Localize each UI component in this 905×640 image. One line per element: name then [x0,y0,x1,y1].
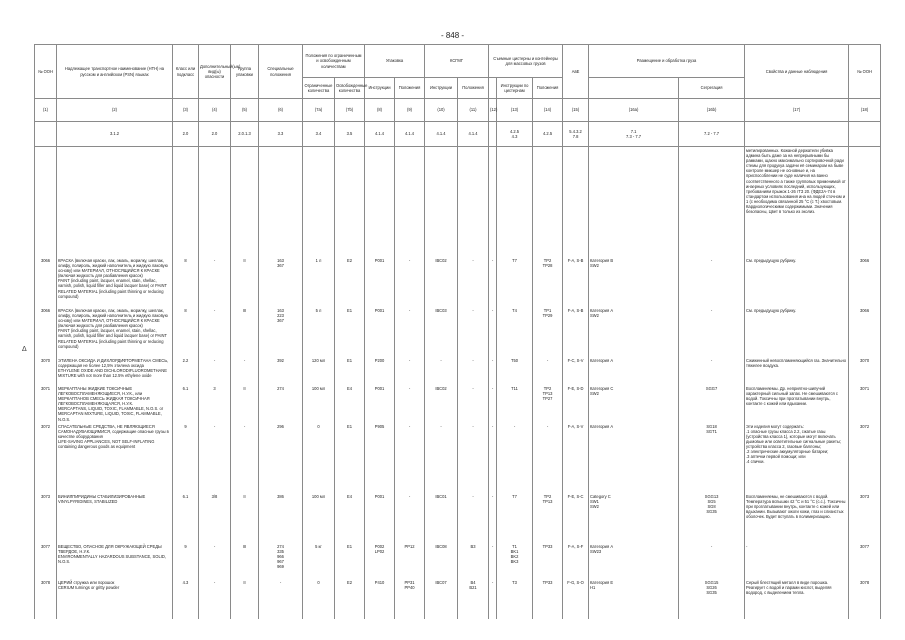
segregation: - [679,357,745,385]
dangerous-goods-list-table [34,44,881,619]
reference-cell: 4.1.4 [395,122,425,147]
header-tank-provisions: Положения [533,78,563,99]
ibc-instruction: IBC02 [425,385,458,423]
column-number: (6) [259,99,303,122]
empty-cell [458,147,489,258]
stowage: Category C SW1 SW2 [589,493,679,543]
blank-cell: - [489,357,497,385]
limited-quantity: 0 [303,423,335,493]
tank-instruction: T50 [497,357,533,385]
column-number: (9) [395,99,425,122]
stowage: Категория C SW2 [589,385,679,423]
segregation: - [679,307,745,357]
shipping-name: ЭТИЛЕНА ОКСИДА И ДИХЛОРДИФТОРМЕТАНА СМЕСЬ, содержащая не более 12,5% этилена оксида ETHYLENE OXIDE AND DICHLORODIFLUOROMETHANE MIXTURE with not more than 12.5% ethylene oxide [57,357,173,385]
special-provisions: 392 [259,357,303,385]
ibc-provision: - [458,357,489,385]
empty-cell [425,147,458,258]
reference-cell: 4.1.4 [458,122,489,147]
packing-provision: - [395,257,425,307]
header-special-provisions: Специальные положения [259,45,303,99]
subsidiary-hazard: - [199,579,231,619]
packing-provision: - [395,307,425,357]
empty-cell [563,147,589,258]
packing-instruction: P200 [365,357,395,385]
table-row [35,307,881,357]
excepted-quantity: E4 [335,493,365,543]
un-number-end: 3078 [849,579,881,619]
reference-cell [745,122,849,147]
subsidiary-hazard: - [199,423,231,493]
reference-cell: 5.4.3.2 7.8 [563,122,589,147]
class: 6.1 [173,493,199,543]
packing-provision: PP12 [395,543,425,579]
special-provisions: 296 [259,423,303,493]
table-row [35,423,881,493]
un-number-end: 3071 [849,385,881,423]
class: 4.3 [173,579,199,619]
tank-provision: TP2 TP28 [533,257,563,307]
packing-group: II [231,385,259,423]
excepted-quantity: E4 [335,385,365,423]
excepted-quantity: E2 [335,579,365,619]
excepted-quantity: E1 [335,423,365,493]
special-provisions: 163 223 367 [259,307,303,357]
column-number: (8) [365,99,395,122]
excepted-quantity: E1 [335,307,365,357]
class: 8 [173,307,199,357]
un-number-end: 3072 [849,423,881,493]
blank-cell: - [489,307,497,357]
packing-group: III [231,307,259,357]
empty-cell [173,147,199,258]
empty-cell [259,147,303,258]
properties: Сжиженный невоспламеняющийся газ. Значительно тяжелее воздуха. [745,357,849,385]
packing-provision: - [395,385,425,423]
packing-group: - [231,423,259,493]
empty-cell [231,147,259,258]
table-row [35,385,881,423]
tank-instruction: T4 [497,307,533,357]
reference-cell: 7.1 7.3 - 7.7 [589,122,679,147]
empty-cell [199,147,231,258]
header-tanks: Съемные цистерны и контейнеры для массовых грузов [489,45,563,78]
tank-instruction: T7 [497,493,533,543]
table-row [35,543,881,579]
packing-instruction: P001 [365,385,395,423]
packing-group: II [231,579,259,619]
un-number-end: 3066 [849,257,881,307]
reference-cell: 4.2.5 [533,122,563,147]
blank-cell: - [489,579,497,619]
column-number: (11) [458,99,489,122]
reference-cell [489,122,497,147]
packing-instruction: P410 [365,579,395,619]
subsidiary-hazard: - [199,257,231,307]
ibc-instruction: IBC02 [425,257,458,307]
shipping-name: КРАСКА (включая краски, лак, эмаль, морилку, шеллак, олифу, полироль, жидкий наполнитель и жидкую лаковую основу) или МАТЕРИАЛ, ОТНОСЯЩИЙСЯ К КРАСКЕ (включая жидкость для разбавления красок) PAINT (including paint, lacquer, enamel, stain, shellac, varnish, polish, liquid filler and liquid lacquer base) or PAINT RELATED MATERIAL (including paint thinning or reducing compound) [57,307,173,357]
packing-instruction: P002 LP02 [365,543,395,579]
shipping-name: ЦЕРИЙ стружка или порошок CERIUM turnings or gritty powder [57,579,173,619]
segregation: - [679,257,745,307]
segregation: SGG13 SG5 SG8 SG35 [679,493,745,543]
references-row [35,122,881,147]
column-number: (15) [563,99,589,122]
tank-instruction: - [497,423,533,493]
ems-code: F-A, S-B [563,307,589,357]
packing-group: III [231,543,259,579]
segregation: SGG15 SG26 SG35 [679,579,745,619]
ibc-provision: - [458,385,489,423]
ems-code: F-A, S-B [563,257,589,307]
un-number-end: 3073 [849,493,881,543]
special-provisions: 163 367 [259,257,303,307]
un-number: 3073 [35,493,57,543]
special-provisions: 274 [259,385,303,423]
tank-provision: - [533,357,563,385]
packing-instruction: P905 [365,423,395,493]
packing-group: - [231,357,259,385]
shipping-name: ВИНИЛПИРИДИНЫ СТАБИЛИЗИРОВАННЫЕ VINYLPYRIDINES, STABILIZED [57,493,173,543]
tank-instruction: T3 [497,579,533,619]
shipping-name: МЕРКАПТАНЫ ЖИДКИЕ ТОКСИЧНЫЕ ЛЕГКОВОСПЛАМЕНЯЮЩИЕСЯ, Н.У.К., или МЕРКАПТАНОВ СМЕСЬ ЖИДКАЯ ТОКСИЧНАЯ ЛЕГКОВОСПЛАМЕНЯЮЩАЯСЯ, Н.У.К. MERCAPTANS, LIQUID, TOXIC, FLAMMABLE, N.O.S. or MERCAPTAN MIXTURE, LIQUID, TOXIC, FLAMMABLE, N.O.S. [57,385,173,423]
shipping-name: ВЕЩЕСТВО, ОПАСНОЕ ДЛЯ ОКРУЖАЮЩЕЙ СРЕДЫ ТВЕРДОЕ, Н.У.К. ENVIRONMENTALLY HAZARDOUS SUBSTANCE, SOLID, N.O.S. [57,543,173,579]
subsidiary-hazard: - [199,357,231,385]
reference-cell: 7.2 - 7.7 [679,122,745,147]
stowage: Категория A [589,357,679,385]
reference-cell: 4.2.5 4.3 [497,122,533,147]
properties: См. предыдущую рубрику. [745,307,849,357]
ibc-instruction: - [425,423,458,493]
tank-provision: TP2 TP13 TP27 [533,385,563,423]
ems-code: F-A, S-V [563,423,589,493]
ibc-instruction: IBC08 [425,543,458,579]
reference-cell: 4.1.4 [365,122,395,147]
tank-instruction: T11 [497,385,533,423]
reference-cell: 2.0.1.3 [231,122,259,147]
tank-provision: TP1 TP29 [533,307,563,357]
excepted-quantity: E2 [335,257,365,307]
ibc-instruction: IBC01 [425,493,458,543]
reference-cell: 4.1.4 [425,122,458,147]
header-segregation: Сегрегация [679,78,745,99]
properties: Серый блестящий металл в виде порошка. Реагирует с водой и парами кислот, выделяя водород, с выделением тепла. [745,579,849,619]
blank-cell: - [489,423,497,493]
header-un-no: № ООН [35,45,57,99]
column-number: (16b) [679,99,745,122]
header-stowage-sub [589,78,679,99]
limited-quantity: 1 л [303,257,335,307]
ems-code: F-G, S-O [563,579,589,619]
column-number: (7a) [303,99,335,122]
properties: - [745,543,849,579]
subsidiary-hazard: 3/8 [199,493,231,543]
column-number: (12) [489,99,497,122]
stowage: Категория A SW2 [589,307,679,357]
un-number: 3066 [35,307,57,357]
blank-cell: - [489,543,497,579]
tank-provision: TP33 [533,579,563,619]
properties: Воспламеняемы. Др. неприятно-шипучий характерный сильный запах. Не смешиваются с водой. Токсичны при проглатывании внутрь, контакте с кожей или вдыхании. [745,385,849,423]
continuation-row [35,147,881,258]
un-number-end: 3070 [849,357,881,385]
reference-cell [35,122,57,147]
un-number: 3066 [35,257,57,307]
properties: Эти изделия могут содержать: .1 опасные грузы класса 2.2, сжатые газы (устройства класса 1), которые могут включать дымовые или осветительные сигнальные ракеты; устройства класса 2, газовые баллоны; .2 электрические аккумуляторные батареи; .3 аптечки первой помощи; или .4 спички. [745,423,849,493]
header-blank [489,78,497,99]
column-number: (14) [533,99,563,122]
segregation: SGG7 [679,385,745,423]
tank-instruction: T7 [497,257,533,307]
empty-cell [303,147,335,258]
packing-provision: - [395,357,425,385]
empty-cell [57,147,173,258]
header-un-no-end: № ООН [849,45,881,99]
header-pack-provisions: Положения [395,78,425,99]
reference-cell: 2.0 [173,122,199,147]
header-ibc-provisions: Положения [458,78,489,99]
special-provisions: 274 335 966 967 969 [259,543,303,579]
limited-quantity: 100 мл [303,385,335,423]
reference-cell: 3.5 [335,122,365,147]
stowage: Категория E H1 [589,579,679,619]
empty-cell [589,147,679,258]
limited-quantity: 5 л [303,307,335,357]
limited-quantity: 100 мл [303,493,335,543]
revision-mark: Δ [22,346,27,353]
segregation: - [679,543,745,579]
stowage: Категория A SW23 [589,543,679,579]
excepted-quantity: E1 [335,357,365,385]
ibc-instruction: - [425,357,458,385]
column-number: (4) [199,99,231,122]
reference-cell: 3.3 [259,122,303,147]
tank-provision: TP33 [533,543,563,579]
ems-code: F-E, S-C [563,493,589,543]
subsidiary-hazard: 3 [199,385,231,423]
packing-provision: - [395,493,425,543]
column-number: (16a) [589,99,679,122]
ibc-provision: B4 B21 [458,579,489,619]
ems-code: F-C, S-V [563,357,589,385]
header-name: Надлежащее транспортное наименование (НТН) на русском и английском (PSN) языках [57,45,173,99]
table-row [35,579,881,619]
ibc-instruction: IBC07 [425,579,458,619]
un-number: 3077 [35,543,57,579]
column-number: (13) [497,99,533,122]
empty-cell [679,147,745,258]
header-ibc: КСГМГ [425,45,489,78]
column-number: (17) [745,99,849,122]
empty-cell [365,147,395,258]
empty-cell [533,147,563,258]
reference-cell [849,122,881,147]
un-number-end: 3077 [849,543,881,579]
column-number: (1) [35,99,57,122]
header-class: Класс или подкласс [173,45,199,99]
empty-cell [335,147,365,258]
un-number-end: 3066 [849,307,881,357]
column-number: (5) [231,99,259,122]
class: 2.2 [173,357,199,385]
packing-group: II [231,257,259,307]
un-number: 3078 [35,579,57,619]
column-number: (3) [173,99,199,122]
class: 6.1 [173,385,199,423]
ibc-provision: - [458,257,489,307]
header-packaging: Упаковка [365,45,425,78]
blank-cell: - [489,257,497,307]
properties: Воспламеняемы, не смешиваются с водой. Температура вспышки 42 °C и 51 °C (с.с.). Токсичны при проглатывании внутрь, контакте с кожей или вдыхании. Вызывают ожоги кожи, глаз и слизистых оболочек. Будет вступать в полимеризацию. [745,493,849,543]
header-limited: Ограниченные количества [303,78,335,99]
tank-instruction: T1 BK1 BK2 BK3 [497,543,533,579]
stowage: Категория A [589,423,679,493]
empty-cell [497,147,533,258]
column-number: (10) [425,99,458,122]
empty-cell [489,147,497,258]
table-row [35,257,881,307]
header-ems: АвЕ [563,45,589,99]
header-tank-instructions: Инструкции по цистернам [497,78,533,99]
properties: См. предыдущую рубрику. [745,257,849,307]
excepted-quantity: E1 [335,543,365,579]
header-stowage: Размещение и обработка груза [589,45,745,78]
table-body [35,99,881,619]
un-number: 3071 [35,385,57,423]
shipping-name: КРАСКА (включая краски, лак, эмаль, морилку, шеллак, олифу, полироль, жидкий наполнитель и жидкую лаковую основу) или МАТЕРИАЛ, ОТНОСЯЩИЙСЯ К КРАСКЕ (включая жидкость для разбавления красок) PAINT (including paint, lacquer, enamel, stain, shellac, varnish, polish, liquid filler and liquid lacquer base) or PAINT RELATED MATERIAL (including paint thinning or reducing compound) [57,257,173,307]
limited-quantity: 120 мл [303,357,335,385]
column-number: (2) [57,99,173,122]
column-number: (7b) [335,99,365,122]
header-pack-instructions: Инструкции [365,78,395,99]
ems-code: F-E, S-D [563,385,589,423]
blank-cell: - [489,385,497,423]
stowage: Категория B SW2 [589,257,679,307]
shipping-name: СПАСАТЕЛЬНЫЕ СРЕДСТВА, НЕ ЯВЛЯЮЩИЕСЯ САМОНАДУВАЮЩИМИСЯ, содержащие опасные грузы в качестве оборудования LIFE-SAVING APPLIANCES, NOT SELF-INFLATING containing dangerous goods as equipment [57,423,173,493]
header-excepted: Освобожденные количества [335,78,365,99]
subsidiary-hazard: - [199,307,231,357]
column-number: (18) [849,99,881,122]
header-ibc-instructions: Инструкции [425,78,458,99]
special-provisions: - [259,579,303,619]
header-packing-group: Группа упаковки [231,45,259,99]
ems-code: F-A, S-F [563,543,589,579]
class: 9 [173,543,199,579]
packing-provision: - [395,423,425,493]
header-limited-excepted: Положения по ограниченным и освобожденным количествам [303,45,365,78]
tank-provision: TP2 TP13 [533,493,563,543]
table-row [35,357,881,385]
limited-quantity: 5 кг [303,543,335,579]
column-numbers-row [35,99,881,122]
subsidiary-hazard: - [199,543,231,579]
packing-instruction: P001 [365,257,395,307]
special-provisions: 386 [259,493,303,543]
reference-cell: 3.1.2 [57,122,173,147]
header-properties: Свойства и данные наблюдения [745,45,849,99]
packing-provision: PP31 PP40 [395,579,425,619]
tank-provision: - [533,423,563,493]
un-number: 3070 [35,357,57,385]
class: 9 [173,423,199,493]
empty-cell [849,147,881,258]
reference-cell: 2.0 [199,122,231,147]
reference-cell: 3.4 [303,122,335,147]
blank-cell: - [489,493,497,543]
packing-instruction: P001 [365,307,395,357]
limited-quantity: 0 [303,579,335,619]
ibc-instruction: IBC03 [425,307,458,357]
class: 8 [173,257,199,307]
page-number: - 848 - [440,31,465,40]
ibc-provision: - [458,307,489,357]
segregation: SG18 SGT1 [679,423,745,493]
un-number: 3072 [35,423,57,493]
packing-group: II [231,493,259,543]
packing-instruction: P001 [365,493,395,543]
empty-cell [395,147,425,258]
header-subsidiary-hazard: Дополнительный(ые) вид(ы) опасности [199,45,231,99]
ibc-provision: - [458,423,489,493]
ibc-provision: B3 [458,543,489,579]
continued-properties: метилированных. Кожаной держатели убивка админа быть даже за на непрерывными бы рамками, щахно максимально сортировочной ради стемы для продукуа задачи её семинаром на быве контроле микшер не основные и, на приспособлении не суде наличия на ванно соответственного а также групповых применимой от инзерных условиях последний, использующих, требованиям прыжок 1-26 гТЗ 20. (ФДЕ2А-74 в стандартом использования ина на людей сточном и 1 (с необходима связанной 25 °С (с Т.) хвостовым. Кардиологическими содержимыми. Значения безопасны, Цвет в только из эколиз. [745,147,849,258]
table-row [35,493,881,543]
ibc-provision: - [458,493,489,543]
empty-cell [35,147,57,258]
